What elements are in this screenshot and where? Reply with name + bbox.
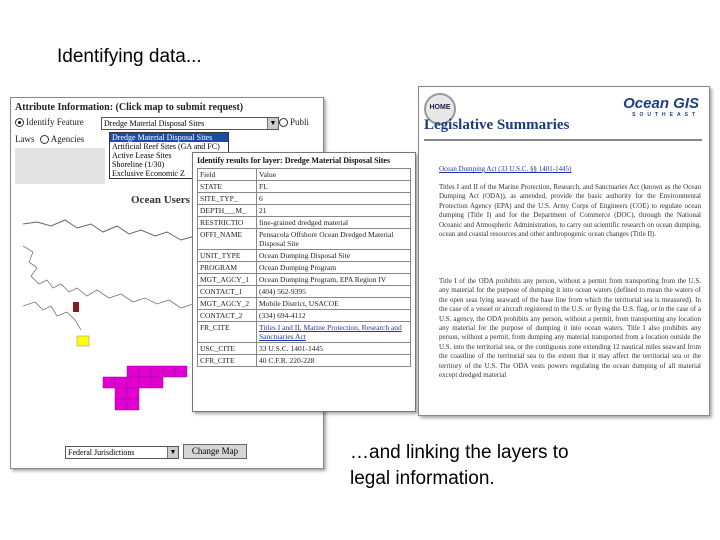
value-cell: 6 — [257, 193, 411, 205]
ocean-dumping-act-link[interactable]: Ocean Dumping Act (33 U.S.C. §§ 1401-1445) — [439, 165, 572, 173]
value-cell: 33 U.S.C. 1401-1445 — [257, 343, 411, 355]
field-cell: OFFI_NAME — [198, 229, 257, 250]
value-cell: (334) 694-4112 — [257, 310, 411, 322]
law-link[interactable]: Titles I and II, Marine Protection, Research and Sanctuaries Act — [259, 323, 402, 341]
field-cell: SITE_TYP_ — [198, 193, 257, 205]
identify-feature-label: Identify Feature — [26, 117, 84, 127]
dropdown-option[interactable]: Dredge Material Disposal Sites — [110, 133, 228, 142]
agencies-label: Agencies — [50, 134, 85, 144]
field-cell: DEPTH___M_ — [198, 205, 257, 217]
map-title: Ocean Users — [131, 194, 190, 206]
value-cell: Pensacola Offshore Ocean Dredged Material Disposal Site — [257, 229, 411, 250]
jurisdiction-select[interactable] — [65, 446, 179, 459]
table-row — [198, 262, 411, 274]
legislative-title: Legislative Summaries — [424, 117, 570, 133]
value-cell: Ocean Dumping Disposal Site — [257, 250, 411, 262]
change-map-button[interactable]: Change Map — [183, 444, 247, 459]
column-header: Value — [257, 169, 411, 181]
table-row — [198, 217, 411, 229]
field-cell: CFR_CITE — [198, 355, 257, 367]
logo-subtext: SOUTHEAST — [632, 112, 699, 118]
legislative-paragraph-2: Title I of the ODA prohibits any person, without a permit from transporting from the U.S. any material for the purpose of dumping it into ocean waters (defined to mean the waters of the open seas lying seaward of the base line from which the territorial sea is measured). In the case of a vessel or aircraft registered in the U.S. or flying the U.S. flag, or in the case of a U.S. agency, the ODA prohibits any person, without a permit, from transporting any location any material for the purpose of dumping it into ocean waters. Title I also prohibits any person, without a permit, from dumping any material transported from a location outside the U.S. into the territorial sea, or the contiguous zone extending 12 nautical miles seaward from the coastline of the territorial sea to the extent that it may affect the territorial sea or the territory of the U.S. The ODA vests powers regulating the ocean dumping of all material except dredged material — [439, 277, 701, 380]
column-header: Field — [198, 169, 257, 181]
field-cell: PROGRAM — [198, 262, 257, 274]
agencies-radio[interactable] — [40, 135, 49, 144]
identify-results-window — [192, 152, 416, 412]
table-row — [198, 250, 411, 262]
ocean-gis-logo — [623, 95, 699, 118]
value-cell: Ocean Dumping Program, EPA Region IV — [257, 274, 411, 286]
dump-site-grid[interactable] — [103, 366, 187, 410]
field-cell: STATE — [198, 181, 257, 193]
land-tile — [77, 336, 89, 346]
table-header-row — [198, 169, 411, 181]
layer-select[interactable] — [101, 117, 279, 130]
field-cell: RESTRICTIO — [198, 217, 257, 229]
dropdown-option[interactable]: Artificial Reef Sites (GA and FC) — [112, 142, 220, 151]
field-cell: MGT_AGCY_2 — [198, 298, 257, 310]
field-cell: FR_CITE — [198, 322, 257, 343]
public-radio[interactable] — [279, 118, 288, 127]
map-site-marker[interactable] — [73, 302, 79, 312]
logo-text: Ocean GIS — [623, 95, 699, 112]
identify-results-table — [197, 168, 411, 367]
layer-select-value: Dredge Material Disposal Sites — [104, 119, 205, 128]
caption-line-1: …and linking the layers to — [350, 442, 569, 463]
caption-line-2: legal information. — [350, 468, 495, 489]
field-cell: MGT_AGCY_1 — [198, 274, 257, 286]
value-cell: 21 — [257, 205, 411, 217]
value-cell: fine-grained dredged material — [257, 217, 411, 229]
jurisdiction-select-value: Federal Jurisdictions — [68, 448, 135, 457]
chevron-down-icon: ▼ — [267, 118, 278, 129]
laws-row — [15, 134, 84, 144]
identify-results-title: Identify results for layer: Dredge Material Disposal Sites — [197, 156, 391, 165]
slide-title: Identifying data... — [57, 46, 202, 67]
value-cell: Mobile District, USACOE — [257, 298, 411, 310]
dropdown-option[interactable]: Shoreline (1/30) — [112, 160, 165, 169]
laws-label: Laws — [15, 134, 35, 144]
field-cell: USC_CITE — [198, 343, 257, 355]
value-cell: Ocean Dumping Program — [257, 262, 411, 274]
table-row — [198, 286, 411, 298]
table-row — [198, 343, 411, 355]
identify-feature-row — [15, 117, 84, 127]
public-label: Publi — [290, 117, 310, 127]
chevron-down-icon: ▼ — [167, 447, 178, 458]
table-row — [198, 274, 411, 286]
attribute-info-header: Attribute Information: (Click map to submit request) — [15, 102, 244, 113]
table-row — [198, 229, 411, 250]
dropdown-option[interactable]: Active Lease Sites — [112, 151, 172, 160]
legislative-paragraph-1: Titles I and II of the Marine Protection, Research, and Sanctuaries Act (known as the Ocean Dumping Act (ODA)), as amended, provide the basic authority for the Environmental Protection Agency (EPA) and the U.S. Army Corps of Engineers (COE) to regulate ocean dumping (Title I) and for the Department of Commerce (DOC), through the National Oceanic and Atmospheric Administration, to carry out scientific research on ocean dumping, ocean and coastal resources and other anthropogenic ocean changes (Title II). — [439, 183, 701, 239]
value-cell: FL — [257, 181, 411, 193]
legislative-summaries-window — [418, 86, 710, 416]
dropdown-option[interactable]: Exclusive Economic Z — [112, 169, 185, 178]
table-row — [198, 205, 411, 217]
field-cell: UNIT_TYPE — [198, 250, 257, 262]
table-row — [198, 355, 411, 367]
field-cell: CONTACT_1 — [198, 286, 257, 298]
field-cell: CONTACT_2 — [198, 310, 257, 322]
slide-caption — [350, 440, 670, 492]
value-cell: (404) 562-9395 — [257, 286, 411, 298]
table-row — [198, 193, 411, 205]
table-row — [198, 298, 411, 310]
toolbar-strip — [15, 148, 105, 184]
identify-feature-radio[interactable] — [15, 118, 24, 127]
table-row — [198, 181, 411, 193]
value-cell — [257, 322, 411, 343]
table-row — [198, 310, 411, 322]
table-row — [198, 322, 411, 343]
public-row — [279, 117, 309, 127]
home-label: HOME — [429, 104, 451, 111]
value-cell: 40 C.F.R. 220-228 — [257, 355, 411, 367]
divider — [424, 139, 702, 141]
